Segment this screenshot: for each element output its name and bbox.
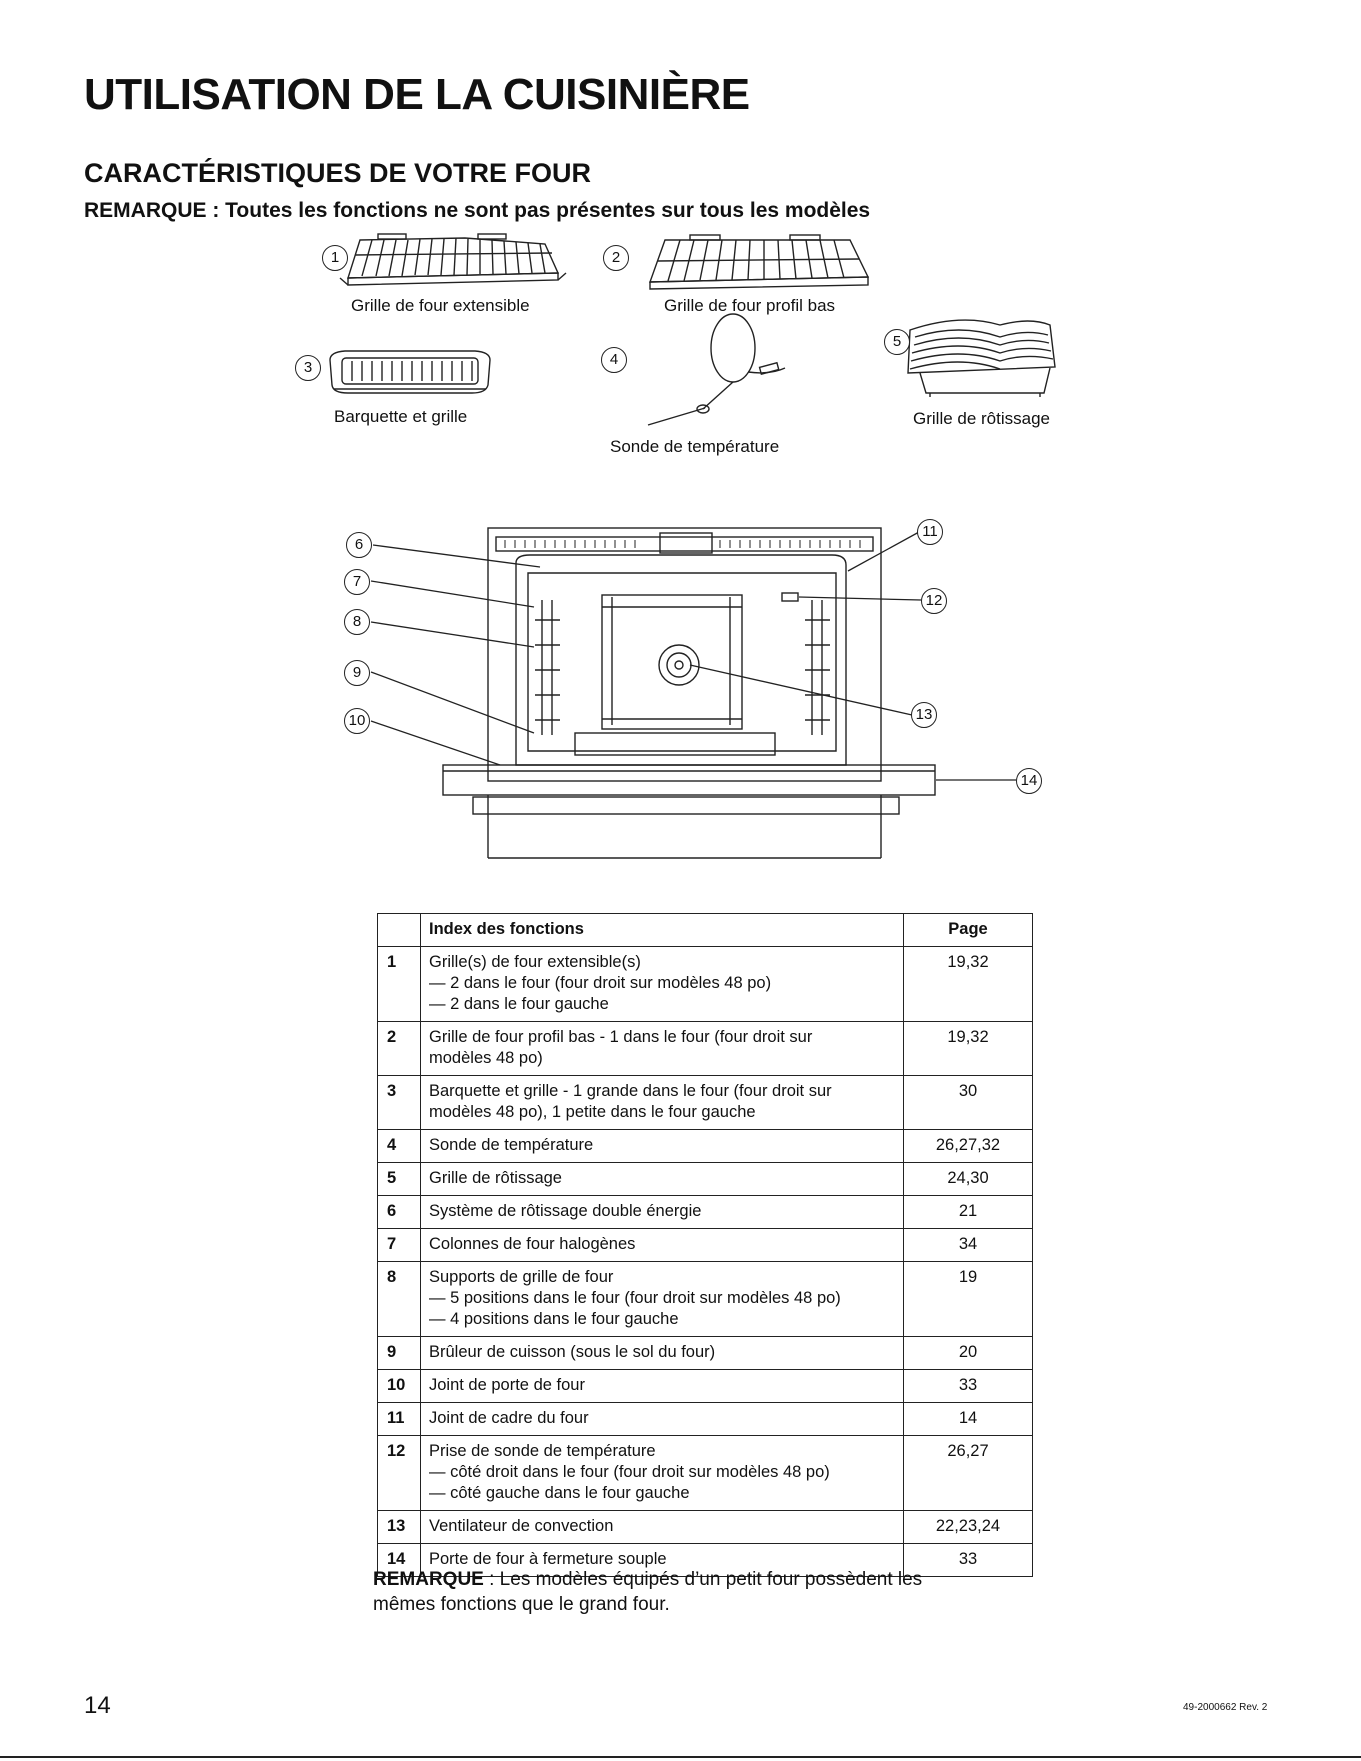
callout-8: 8 xyxy=(344,609,370,635)
table-row: 6 Système de rôtissage double énergie 21 xyxy=(378,1196,1033,1229)
callout-2: 2 xyxy=(603,245,629,271)
page-title: UTILISATION DE LA CUISINIÈRE xyxy=(84,70,750,119)
callout-4: 4 xyxy=(601,347,627,373)
callout-11: 11 xyxy=(917,519,943,545)
bottom-rule xyxy=(0,1756,1361,1758)
small-oven-note xyxy=(373,1567,973,1617)
table-row: 1 Grille(s) de four extensible(s) — 2 dans le four (four droit sur modèles 48 po) — 2 dans le four gauche 19,32 xyxy=(378,947,1033,1022)
table-row: 9 Brûleur de cuisson (sous le sol du four) 20 xyxy=(378,1337,1033,1370)
callout-6: 6 xyxy=(346,532,372,558)
caption-extensible-rack: Grille de four extensible xyxy=(351,296,530,315)
table-row: 8 Supports de grille de four — 5 positions dans le four (four droit sur modèles 48 po) — 4 positions dans le four gauche 19 xyxy=(378,1262,1033,1337)
accessories-illustration xyxy=(0,225,1361,460)
section-title: CARACTÉRISTIQUES DE VOTRE FOUR xyxy=(84,158,592,188)
callout-10: 10 xyxy=(344,708,370,734)
table-row: 2 Grille de four profil bas - 1 dans le four (four droit sur modèles 48 po) 19,32 xyxy=(378,1022,1033,1076)
header-number xyxy=(378,914,421,947)
page-number: 14 xyxy=(84,1692,111,1719)
caption-temperature-probe: Sonde de température xyxy=(610,437,780,456)
table-row: 7 Colonnes de four halogènes 34 xyxy=(378,1229,1033,1262)
extensible-rack-image xyxy=(340,234,566,285)
caption-roasting-rack: Grille de rôtissage xyxy=(913,409,1051,428)
table-row: 4 Sonde de température 26,27,32 xyxy=(378,1130,1033,1163)
roasting-rack-image xyxy=(908,320,1055,397)
availability-note: REMARQUE : Toutes les fonctions ne sont pas présentes sur tous les modèles xyxy=(84,199,871,222)
table-row: 13 Ventilateur de convection 22,23,24 xyxy=(378,1511,1033,1544)
document-reference: 49-2000662 Rev. 2 xyxy=(1183,1702,1268,1713)
callout-5: 5 xyxy=(884,329,910,355)
table-row: 3 Barquette et grille - 1 grande dans le four (four droit sur modèles 48 po), 1 petite dans le four gauche 30 xyxy=(378,1076,1033,1130)
note-label: REMARQUE xyxy=(373,1569,484,1590)
caption-broiler-pan: Barquette et grille xyxy=(334,407,468,426)
feature-index-table xyxy=(377,913,1033,1577)
callout-12: 12 xyxy=(921,588,947,614)
broiler-pan-image xyxy=(330,351,490,393)
caption-low-profile-rack: Grille de four profil bas xyxy=(664,296,836,315)
header-page: Page xyxy=(904,914,1033,947)
callout-14: 14 xyxy=(1016,768,1042,794)
note-text: : Les modèles équipés d’un petit four possèdent les mêmes fonctions que le grand four. xyxy=(373,1569,923,1615)
table-row: 11 Joint de cadre du four 14 xyxy=(378,1403,1033,1436)
low-profile-rack-image xyxy=(650,235,868,289)
callout-3: 3 xyxy=(295,355,321,381)
temperature-probe-image xyxy=(648,314,785,425)
callout-9: 9 xyxy=(344,660,370,686)
oven-diagram xyxy=(0,515,1361,865)
header-index: Index des fonctions xyxy=(421,914,904,947)
table-header-row xyxy=(378,914,1033,947)
table-row: 12 Prise de sonde de température — côté droit dans le four (four droit sur modèles 48 po) — côté gauche dans le four gauche 26,27 xyxy=(378,1436,1033,1511)
callout-13: 13 xyxy=(911,702,937,728)
table-row: 14 Porte de four à fermeture souple 33 xyxy=(378,1544,1033,1577)
table-row: 10 Joint de porte de four 33 xyxy=(378,1370,1033,1403)
callout-7: 7 xyxy=(344,569,370,595)
table-row: 5 Grille de rôtissage 24,30 xyxy=(378,1163,1033,1196)
callout-1: 1 xyxy=(322,245,348,271)
